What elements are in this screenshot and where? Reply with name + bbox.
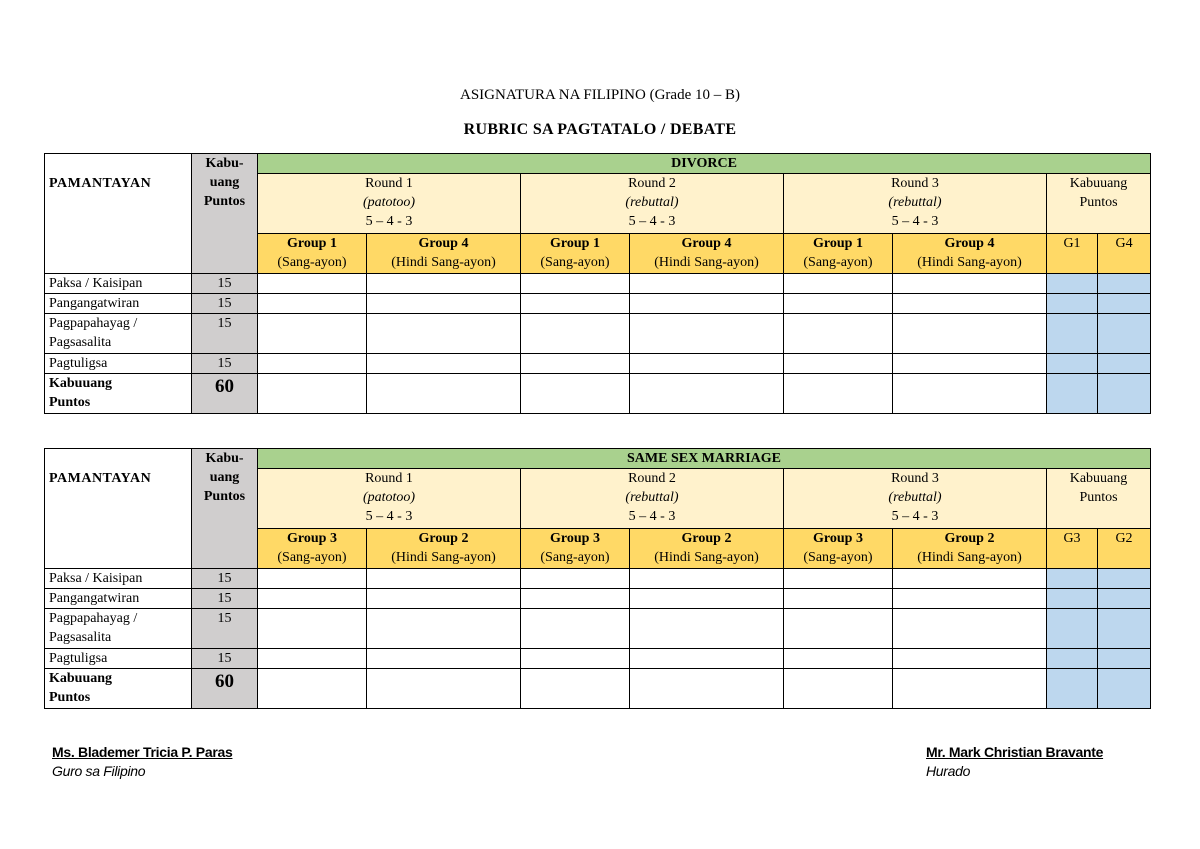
score-cell[interactable] [784, 274, 893, 294]
score-cell[interactable] [367, 609, 521, 649]
total-cell[interactable] [1047, 609, 1098, 649]
group-header: Group 3 (Sang-ayon) [258, 529, 367, 569]
total-row-points: 60 [192, 669, 258, 709]
round-1-header: Round 1 (patotoo) 5 – 4 - 3 [258, 469, 521, 529]
total-cell[interactable] [1098, 314, 1151, 354]
score-cell[interactable] [784, 649, 893, 669]
kabuuang-puntos-header: Kabu- uang Puntos [192, 449, 258, 569]
round-2-header: Round 2 (rebuttal) 5 – 4 - 3 [521, 174, 784, 234]
total-points-header: Kabuuang Puntos [1047, 469, 1151, 529]
group-header: Group 4 (Hindi Sang-ayon) [630, 234, 784, 274]
total-row [45, 374, 1151, 414]
score-cell[interactable] [893, 589, 1047, 609]
score-cell[interactable] [258, 294, 367, 314]
criterion-points: 15 [192, 569, 258, 589]
criterion-points: 15 [192, 589, 258, 609]
criterion-points: 15 [192, 274, 258, 294]
total-cell[interactable] [1098, 569, 1151, 589]
score-cell[interactable] [893, 609, 1047, 649]
score-cell[interactable] [784, 314, 893, 354]
group-header: Group 1 (Sang-ayon) [258, 234, 367, 274]
total-cell[interactable] [1047, 589, 1098, 609]
total-cell[interactable] [1047, 354, 1098, 374]
signature-teacher [52, 744, 232, 779]
score-cell[interactable] [630, 649, 784, 669]
table-row [45, 314, 1151, 354]
score-cell[interactable] [367, 314, 521, 354]
criterion-label: Pangangatwiran [45, 294, 192, 314]
criterion-points: 15 [192, 354, 258, 374]
score-cell[interactable] [521, 274, 630, 294]
round-2-header: Round 2 (rebuttal) 5 – 4 - 3 [521, 469, 784, 529]
total-cell[interactable] [1047, 294, 1098, 314]
total-cell[interactable] [1047, 314, 1098, 354]
rubric-table-divorce [44, 153, 1151, 414]
score-cell[interactable] [521, 294, 630, 314]
score-cell[interactable] [893, 669, 1047, 709]
table-row [45, 354, 1151, 374]
round-1-header: Round 1 (patotoo) 5 – 4 - 3 [258, 174, 521, 234]
total-row [45, 669, 1151, 709]
signature-role: Guro sa Filipino [52, 763, 146, 779]
score-cell[interactable] [521, 589, 630, 609]
topic-header: DIVORCE [258, 154, 1151, 174]
score-cell[interactable] [521, 569, 630, 589]
score-cell[interactable] [784, 354, 893, 374]
table-row [45, 649, 1151, 669]
score-cell[interactable] [784, 374, 893, 414]
document-title: RUBRIC SA PAGTATALO / DEBATE [463, 121, 737, 138]
kabuuang-puntos-header: Kabu- uang Puntos [192, 154, 258, 274]
signature-name: Ms. Blademer Tricia P. Paras [52, 744, 233, 760]
group-header: Group 1 (Sang-ayon) [784, 234, 893, 274]
score-cell[interactable] [630, 589, 784, 609]
group-header: Group 2 (Hindi Sang-ayon) [893, 529, 1047, 569]
pamantayan-header: PAMANTAYAN [45, 449, 192, 569]
total-col-header: G3 [1047, 529, 1098, 569]
total-cell[interactable] [1098, 589, 1151, 609]
score-cell[interactable] [258, 374, 367, 414]
score-cell[interactable] [630, 374, 784, 414]
score-cell[interactable] [893, 569, 1047, 589]
table-row [45, 589, 1151, 609]
table-row [45, 274, 1151, 294]
total-cell[interactable] [1047, 374, 1098, 414]
score-cell[interactable] [367, 649, 521, 669]
total-col-header: G2 [1098, 529, 1151, 569]
score-cell[interactable] [258, 589, 367, 609]
round-3-header: Round 3 (rebuttal) 5 – 4 - 3 [784, 174, 1047, 234]
topic-header: SAME SEX MARRIAGE [258, 449, 1151, 469]
score-cell[interactable] [630, 569, 784, 589]
total-row-label: Kabuuang Puntos [45, 669, 192, 709]
total-cell[interactable] [1098, 649, 1151, 669]
score-cell[interactable] [630, 609, 784, 649]
total-cell[interactable] [1098, 294, 1151, 314]
total-col-header: G1 [1047, 234, 1098, 274]
criterion-label: Pagtuligsa [45, 649, 192, 669]
criterion-label: Paksa / Kaisipan [45, 274, 192, 294]
rubric-table-same-sex-marriage [44, 448, 1151, 709]
pamantayan-header: PAMANTAYAN [45, 154, 192, 274]
score-cell[interactable] [784, 569, 893, 589]
total-row-points: 60 [192, 374, 258, 414]
document-subtitle: ASIGNATURA NA FILIPINO (Grade 10 – B) [460, 87, 740, 103]
total-cell[interactable] [1047, 569, 1098, 589]
total-cell[interactable] [1047, 274, 1098, 294]
score-cell[interactable] [258, 609, 367, 649]
score-cell[interactable] [367, 294, 521, 314]
score-cell[interactable] [630, 669, 784, 709]
total-col-header: G4 [1098, 234, 1151, 274]
criterion-label: Pagpapahayag / Pagsasalita [45, 314, 192, 354]
score-cell[interactable] [367, 274, 521, 294]
signature-judge [926, 744, 1103, 779]
criterion-points: 15 [192, 314, 258, 354]
score-cell[interactable] [367, 589, 521, 609]
score-cell[interactable] [258, 314, 367, 354]
score-cell[interactable] [784, 609, 893, 649]
score-cell[interactable] [630, 294, 784, 314]
score-cell[interactable] [258, 274, 367, 294]
total-cell[interactable] [1098, 274, 1151, 294]
total-cell[interactable] [1098, 669, 1151, 709]
score-cell[interactable] [521, 354, 630, 374]
total-cell[interactable] [1047, 649, 1098, 669]
score-cell[interactable] [521, 314, 630, 354]
signature-role: Hurado [926, 763, 971, 779]
score-cell[interactable] [521, 374, 630, 414]
criterion-label: Paksa / Kaisipan [45, 569, 192, 589]
score-cell[interactable] [521, 669, 630, 709]
total-cell[interactable] [1098, 354, 1151, 374]
score-cell[interactable] [784, 669, 893, 709]
score-cell[interactable] [630, 274, 784, 294]
group-header: Group 2 (Hindi Sang-ayon) [367, 529, 521, 569]
score-cell[interactable] [367, 569, 521, 589]
score-cell[interactable] [258, 649, 367, 669]
round-3-header: Round 3 (rebuttal) 5 – 4 - 3 [784, 469, 1047, 529]
criterion-label: Pagtuligsa [45, 354, 192, 374]
criterion-points: 15 [192, 649, 258, 669]
score-cell[interactable] [893, 354, 1047, 374]
score-cell[interactable] [893, 649, 1047, 669]
score-cell[interactable] [893, 274, 1047, 294]
score-cell[interactable] [893, 294, 1047, 314]
criterion-points: 15 [192, 609, 258, 649]
score-cell[interactable] [521, 649, 630, 669]
signature-name: Mr. Mark Christian Bravante [926, 744, 1104, 760]
criterion-label: Pangangatwiran [45, 589, 192, 609]
table-row [45, 569, 1151, 589]
group-header: Group 3 (Sang-ayon) [784, 529, 893, 569]
score-cell[interactable] [784, 589, 893, 609]
score-cell[interactable] [784, 294, 893, 314]
table-row [45, 609, 1151, 649]
score-cell[interactable] [258, 354, 367, 374]
score-cell[interactable] [630, 314, 784, 354]
score-cell[interactable] [630, 354, 784, 374]
score-cell[interactable] [367, 374, 521, 414]
group-header: Group 1 (Sang-ayon) [521, 234, 630, 274]
criterion-label: Pagpapahayag / Pagsasalita [45, 609, 192, 649]
total-cell[interactable] [1047, 669, 1098, 709]
score-cell[interactable] [258, 669, 367, 709]
total-row-label: Kabuuang Puntos [45, 374, 192, 414]
score-cell[interactable] [367, 669, 521, 709]
score-cell[interactable] [258, 569, 367, 589]
table-row [45, 294, 1151, 314]
group-header: Group 3 (Sang-ayon) [521, 529, 630, 569]
total-cell[interactable] [1098, 609, 1151, 649]
total-points-header: Kabuuang Puntos [1047, 174, 1151, 234]
score-cell[interactable] [893, 374, 1047, 414]
group-header: Group 4 (Hindi Sang-ayon) [893, 234, 1047, 274]
score-cell[interactable] [521, 609, 630, 649]
total-cell[interactable] [1098, 374, 1151, 414]
group-header: Group 2 (Hindi Sang-ayon) [630, 529, 784, 569]
score-cell[interactable] [893, 314, 1047, 354]
criterion-points: 15 [192, 294, 258, 314]
score-cell[interactable] [367, 354, 521, 374]
group-header: Group 4 (Hindi Sang-ayon) [367, 234, 521, 274]
